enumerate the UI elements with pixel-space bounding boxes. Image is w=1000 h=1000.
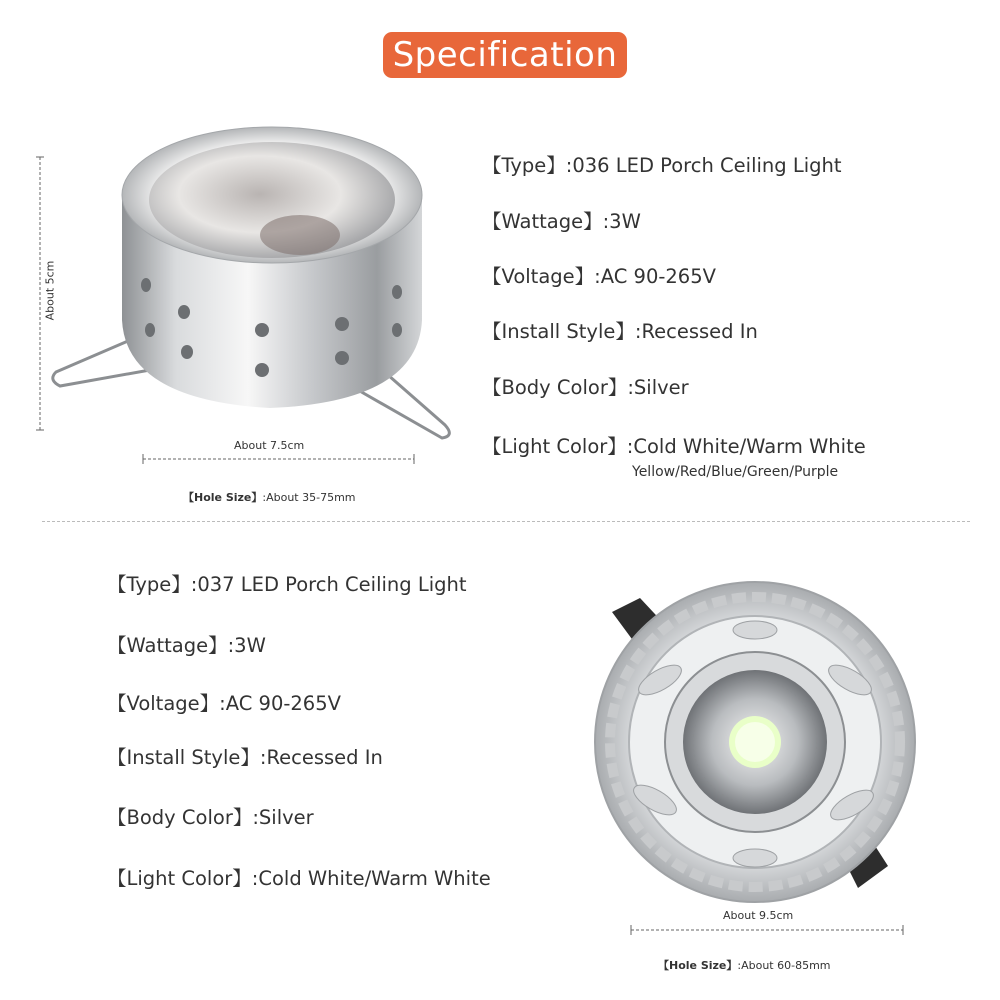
spec-value: :AC 90-265V <box>594 265 716 288</box>
spec-key: 【Light Color】 <box>107 867 252 890</box>
spec-value: :3W <box>227 634 266 657</box>
hole-size-037 <box>658 957 831 973</box>
width-label-037: About 9.5cm <box>723 909 794 922</box>
spec-key: 【Type】 <box>482 154 566 177</box>
spec-value: :AC 90-265V <box>219 692 341 715</box>
spec-key: 【Wattage】 <box>107 634 228 657</box>
spec-value: :Recessed In <box>634 320 758 343</box>
spec-key: 【Light Color】 <box>482 435 627 458</box>
spec-value: :Silver <box>627 376 689 399</box>
hole-size-key: 【Hole Size】 <box>658 959 738 972</box>
specification-title: Specification <box>383 32 627 78</box>
hole-size-value: :About 35-75mm <box>262 491 356 504</box>
spec-value: :3W <box>602 210 641 233</box>
spec-value: :037 LED Porch Ceiling Light <box>190 573 467 596</box>
spec-key: 【Body Color】 <box>482 376 628 399</box>
spec-key: 【Voltage】 <box>482 265 595 288</box>
spec-value: :Recessed In <box>259 746 383 769</box>
spec-key: 【Body Color】 <box>107 806 253 829</box>
spec-value: :Silver <box>252 806 314 829</box>
hole-size-key: 【Hole Size】 <box>183 491 263 504</box>
spec-key: 【Install Style】 <box>107 746 260 769</box>
spec-value: :Cold White/Warm White <box>626 435 866 458</box>
spec-key: 【Install Style】 <box>482 320 635 343</box>
width-label-036: About 7.5cm <box>234 439 305 452</box>
spec-value: :036 LED Porch Ceiling Light <box>565 154 842 177</box>
hole-size-value: :About 60-85mm <box>737 959 831 972</box>
spec-key: 【Type】 <box>107 573 191 596</box>
spec-key: 【Wattage】 <box>482 210 603 233</box>
spec-value: :Cold White/Warm White <box>251 867 491 890</box>
light-color-extra-036: Yellow/Red/Blue/Green/Purple <box>632 464 839 480</box>
spec-key: 【Voltage】 <box>107 692 220 715</box>
height-label: About 5cm <box>43 260 57 321</box>
